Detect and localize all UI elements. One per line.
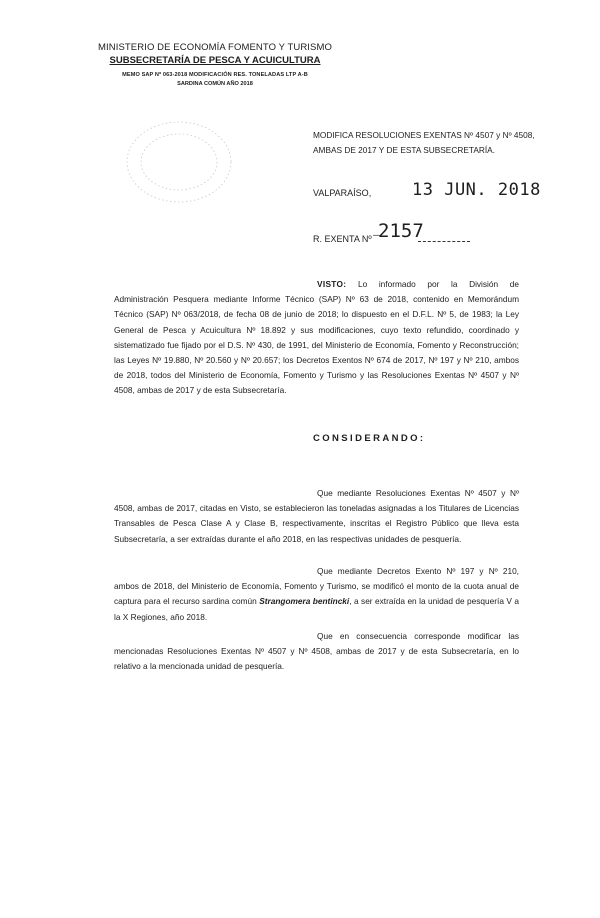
resolution-dash: – bbox=[373, 228, 380, 241]
visto-label: VISTO: bbox=[317, 279, 347, 289]
considerando-heading: CONSIDERANDO: bbox=[313, 433, 426, 444]
considerando-paragraph-2 bbox=[114, 564, 519, 625]
visto-text: Lo informado por la División de Administración Pesquera mediante Informe Técnico (SAP) Nº 63 de 2018, contenido en Memorándum Técnico (SAP) Nº 063/2018, de fecha 08 de junio de 2018; lo dispuesto en el D.F.L. Nº 5, de 1983; la Ley General de Pesca y Acuicultura Nº 18.892 y sus modificaciones, cuyo texto refundido, coordinado y sistematizado fue fijado por el D.S. Nº 430, de 1991, del Ministerio de Economía, Fomento y Reconstrucción; las Leyes Nº 19.880, Nº 20.560 y Nº 20.657; los Decretos Exentos Nº 674 de 2017, Nº 197 y Nº 210, ambos de 2018, todos del Ministerio de Economía, Fomento y Turismo y las Resoluciones Exentas Nº 4507 y Nº 4508, ambas de 2017 y de esta Subsecretaría. bbox=[114, 279, 519, 396]
paragraph-2-text-a: Que mediante Decretos Exento Nº 197 y Nº 210, ambos de 2018, del Ministerio de Economía, Fomento y Turismo, se modificó el monto de la cuota anual de captura para el recurso sardina común bbox=[114, 566, 519, 607]
date-stamp: 13 JUN. 2018 bbox=[412, 180, 541, 200]
faint-seal-stamp bbox=[118, 115, 240, 209]
memo-subject: SARDINA COMÚN AÑO 2018 bbox=[177, 81, 253, 87]
document-subject: MODIFICA RESOLUCIONES EXENTAS Nº 4507 y Nº 4508, AMBAS DE 2017 Y DE ESTA SUBSECRETARÍA. bbox=[313, 130, 535, 155]
species-name: Strangomera bentincki bbox=[259, 596, 350, 607]
considerando-paragraph-1: Que mediante Resoluciones Exentas Nº 4507 y Nº 4508, ambas de 2017, citadas en Visto, se establecieron las toneladas asignadas a los Titulares de Licencias Transables de Pesca Clase A y Clase B, respectivamente, inscritas el Registro Público que lleva esta Subsecretaría, a ser extraídas durante el año 2018, en las respectivas unidades de pesquería. bbox=[114, 488, 519, 544]
ministry-name: MINISTERIO DE ECONOMÍA FOMENTO Y TURISMO bbox=[98, 42, 332, 53]
date-label: VALPARAÍSO, bbox=[313, 188, 372, 198]
paragraph-2-text-b: , a ser extraída en la unidad de pesquería V a la X Regiones, año 2018. bbox=[114, 596, 519, 622]
visto-paragraph bbox=[114, 277, 519, 399]
considerando-paragraph-3: Que en consecuencia corresponde modificar las mencionadas Resoluciones Exentas Nº 4507 y Nº 4508, ambas de 2017 y de esta Subsecretaría, en lo relativo a la mencionada unidad de pesquería. bbox=[114, 631, 519, 672]
subsecretaria-name: SUBSECRETARÍA DE PESCA Y ACUICULTURA bbox=[109, 55, 321, 66]
resolution-label: R. EXENTA Nº bbox=[313, 234, 372, 244]
memo-reference: MEMO SAP Nº 063-2018 MODIFICACIÓN RES. TONELADAS LTP A-B bbox=[122, 72, 308, 78]
resolution-number: 2157 bbox=[378, 220, 424, 242]
resolution-underline bbox=[418, 241, 470, 242]
